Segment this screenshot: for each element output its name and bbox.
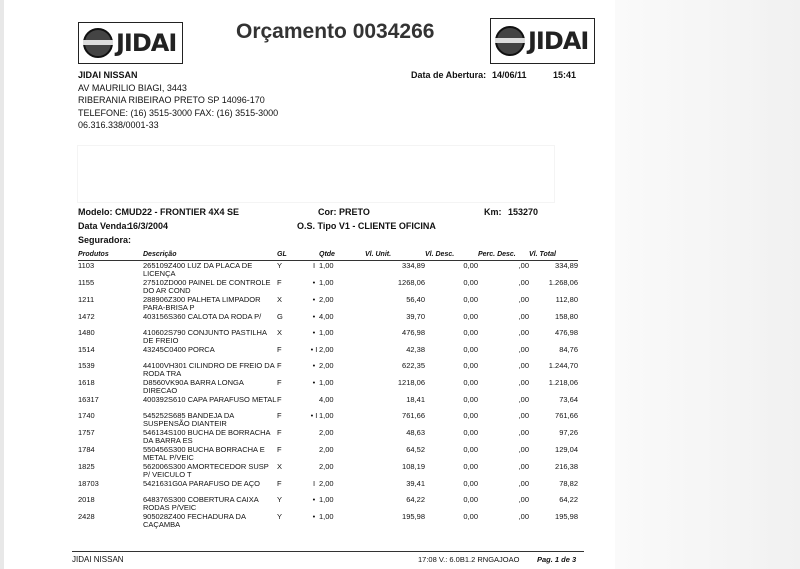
row-gl: Y bbox=[277, 261, 283, 270]
row-perc: ,00 bbox=[518, 295, 529, 304]
row-mark: • bbox=[312, 312, 316, 321]
row-code: 16317 bbox=[78, 395, 99, 404]
row-description: 44100VH301 CILINDRO DE FREIO DA RODA TRA bbox=[143, 361, 275, 378]
sale-date-label: Data Venda: bbox=[78, 221, 130, 231]
row-perc: ,00 bbox=[518, 361, 529, 370]
row-gl: F bbox=[277, 345, 282, 354]
row-unit: 48,63 bbox=[406, 428, 425, 437]
row-code: 2428 bbox=[78, 512, 95, 521]
company-phones: TELEFONE: (16) 3515-3000 FAX: (16) 3515-3000 bbox=[78, 108, 279, 118]
km-label: Km: bbox=[484, 207, 502, 217]
row-perc: ,00 bbox=[518, 479, 529, 488]
right-logo bbox=[490, 18, 595, 64]
row-mark: • bbox=[312, 278, 316, 287]
scan-shadow bbox=[615, 0, 800, 569]
km-value: 153270 bbox=[508, 207, 539, 217]
row-mark: I bbox=[312, 261, 316, 270]
row-mark: • bbox=[312, 328, 316, 337]
color-label: Cor: bbox=[318, 207, 337, 217]
model-label: Modelo: bbox=[78, 207, 113, 217]
row-qty: 2,00 bbox=[319, 479, 334, 488]
table-row bbox=[78, 295, 578, 312]
table-row bbox=[78, 361, 578, 378]
row-description: 905028Z400 FECHADURA DA CAÇAMBA bbox=[143, 512, 246, 529]
document-title: Orçamento 0034266 bbox=[236, 20, 435, 43]
row-total: 73,64 bbox=[559, 395, 578, 404]
row-total: 84,76 bbox=[559, 345, 578, 354]
table-row bbox=[78, 495, 578, 512]
row-description: 550456S300 BUCHA BORRACHA E METAL P/VEIC bbox=[143, 445, 265, 462]
table-row bbox=[78, 312, 578, 328]
row-total: 78,82 bbox=[559, 479, 578, 488]
redacted-customer-area bbox=[78, 146, 554, 202]
table-row bbox=[78, 428, 578, 445]
col-gl: GL bbox=[277, 249, 309, 261]
row-gl: F bbox=[277, 479, 282, 488]
row-mark bbox=[309, 395, 319, 411]
row-total: 1.218,06 bbox=[548, 378, 578, 387]
row-qty: 1,00 bbox=[319, 512, 334, 521]
row-total: 64,22 bbox=[559, 495, 578, 504]
row-unit: 334,89 bbox=[402, 261, 425, 270]
row-code: 1211 bbox=[78, 295, 95, 304]
row-qty: 1,00 bbox=[319, 278, 334, 287]
footer-company: JIDAI NISSAN bbox=[72, 555, 124, 564]
row-discount: 0,00 bbox=[463, 361, 478, 370]
opening-label: Data de Abertura: bbox=[411, 70, 487, 80]
footer-version: 17:08 V.: 6.0B1.2 RNGAJOAO bbox=[418, 555, 520, 564]
row-code: 2018 bbox=[78, 495, 95, 504]
row-unit: 108,19 bbox=[402, 462, 425, 471]
row-code: 1480 bbox=[78, 328, 95, 337]
row-gl: F bbox=[277, 361, 282, 370]
row-code: 1740 bbox=[78, 411, 95, 420]
logo-text: JIDAI bbox=[116, 29, 177, 57]
row-total: 158,80 bbox=[555, 312, 578, 321]
row-mark: • bbox=[312, 495, 316, 504]
row-discount: 0,00 bbox=[463, 261, 478, 270]
row-qty: 2,00 bbox=[319, 462, 334, 471]
model-value: CMUD22 - FRONTIER 4X4 SE bbox=[115, 207, 240, 217]
row-description: 43245C0400 PORCA bbox=[143, 345, 215, 354]
row-unit: 622,35 bbox=[402, 361, 425, 370]
row-qty: 1,00 bbox=[319, 261, 334, 270]
col-description: Descrição bbox=[143, 249, 277, 261]
row-unit: 18,41 bbox=[406, 395, 425, 404]
row-discount: 0,00 bbox=[463, 395, 478, 404]
row-qty: 1,00 bbox=[319, 495, 334, 504]
row-description: 410602S790 CONJUNTO PASTILHA DE FREIO bbox=[143, 328, 267, 345]
row-description: 288906Z300 PALHETA LIMPADOR PARA-BRISA P bbox=[143, 295, 261, 312]
row-discount: 0,00 bbox=[463, 495, 478, 504]
row-mark: • I bbox=[310, 411, 318, 420]
row-code: 1514 bbox=[78, 345, 95, 354]
row-discount: 0,00 bbox=[463, 428, 478, 437]
company-name: JIDAI NISSAN bbox=[78, 70, 138, 80]
table-row bbox=[78, 445, 578, 462]
row-perc: ,00 bbox=[518, 312, 529, 321]
nissan-emblem-icon bbox=[83, 28, 113, 58]
row-total: 195,98 bbox=[555, 512, 578, 521]
row-qty: 4,00 bbox=[319, 395, 334, 404]
table-row bbox=[78, 462, 578, 479]
row-mark: • bbox=[312, 295, 316, 304]
row-discount: 0,00 bbox=[463, 512, 478, 521]
row-mark: • I bbox=[310, 345, 318, 354]
row-qty: 4,00 bbox=[319, 312, 334, 321]
row-total: 1.268,06 bbox=[548, 278, 578, 287]
row-mark: • bbox=[312, 361, 316, 370]
row-perc: ,00 bbox=[518, 445, 529, 454]
row-unit: 56,40 bbox=[406, 295, 425, 304]
row-discount: 0,00 bbox=[463, 462, 478, 471]
row-total: 112,80 bbox=[555, 295, 578, 304]
col-qty: Qtde bbox=[319, 249, 365, 261]
row-qty: 2,00 bbox=[319, 295, 334, 304]
opening-date: 14/06/11 bbox=[492, 70, 527, 80]
row-description: D8560VK90A BARRA LONGA DIRECAO bbox=[143, 378, 244, 395]
table-row bbox=[78, 512, 578, 529]
row-description: 265109Z400 LUZ DA PLACA DE LICENÇA bbox=[143, 261, 253, 278]
row-description: 545252S685 BANDEJA DA SUSPENSÃO DIANTEIR bbox=[143, 411, 234, 428]
row-code: 1784 bbox=[78, 445, 95, 454]
table-row bbox=[78, 278, 578, 295]
row-gl: Y bbox=[277, 512, 283, 521]
row-gl: F bbox=[277, 395, 282, 404]
row-code: 18703 bbox=[78, 479, 99, 488]
left-logo bbox=[78, 22, 183, 64]
row-code: 1103 bbox=[78, 261, 95, 270]
row-mark bbox=[309, 428, 319, 445]
company-cnpj: 06.316.338/0001-33 bbox=[78, 120, 159, 130]
insurer-label: Seguradora: bbox=[78, 235, 132, 245]
table-row bbox=[78, 411, 578, 428]
row-gl: F bbox=[277, 278, 282, 287]
nissan-emblem-icon bbox=[495, 26, 525, 56]
table-row bbox=[78, 328, 578, 345]
row-unit: 476,98 bbox=[402, 328, 425, 337]
row-total: 1.244,70 bbox=[548, 361, 578, 370]
row-discount: 0,00 bbox=[463, 345, 478, 354]
row-perc: ,00 bbox=[518, 328, 529, 337]
col-unit: Vl. Unit. bbox=[365, 249, 425, 261]
row-code: 1825 bbox=[78, 462, 95, 471]
row-discount: 0,00 bbox=[463, 328, 478, 337]
row-gl: F bbox=[277, 428, 282, 437]
row-gl: Y bbox=[277, 495, 283, 504]
row-unit: 761,66 bbox=[402, 411, 425, 420]
row-gl: G bbox=[277, 312, 283, 321]
row-code: 1155 bbox=[78, 278, 95, 287]
row-unit: 39,70 bbox=[406, 312, 425, 321]
row-discount: 0,00 bbox=[463, 445, 478, 454]
scan-edge bbox=[0, 0, 4, 569]
table-header-row bbox=[78, 249, 578, 261]
row-perc: ,00 bbox=[518, 261, 529, 270]
color-value: PRETO bbox=[339, 207, 370, 217]
table-row bbox=[78, 395, 578, 411]
company-city: RIBERANIA RIBEIRAO PRETO SP 14096-170 bbox=[78, 95, 265, 105]
row-discount: 0,00 bbox=[463, 378, 478, 387]
row-gl: F bbox=[277, 378, 282, 387]
items-table bbox=[78, 249, 578, 529]
row-unit: 1268,06 bbox=[397, 278, 425, 287]
row-code: 1618 bbox=[78, 378, 95, 387]
row-perc: ,00 bbox=[518, 462, 529, 471]
opening-time: 15:41 bbox=[553, 70, 577, 80]
row-mark: • bbox=[312, 512, 316, 521]
row-perc: ,00 bbox=[518, 411, 529, 420]
footer-rule bbox=[72, 551, 584, 552]
row-description: 648376S300 COBERTURA CAIXA RODAS P/VEIC bbox=[143, 495, 259, 512]
row-description: 546134S100 BUCHA DE BORRACHA DA BARRA ES bbox=[143, 428, 271, 445]
row-description: 400392S610 CAPA PARAFUSO METAL bbox=[143, 395, 277, 404]
row-description: 562006S300 AMORTECEDOR SUSP P/ VEICULO T bbox=[143, 462, 269, 479]
row-qty: 2,00 bbox=[319, 345, 334, 354]
row-gl: X bbox=[277, 462, 283, 471]
row-gl: F bbox=[277, 411, 282, 420]
table-row bbox=[78, 479, 578, 495]
row-qty: 2,00 bbox=[319, 361, 334, 370]
row-description: 5421631G0A PARAFUSO DE AÇO bbox=[143, 479, 261, 488]
row-discount: 0,00 bbox=[463, 278, 478, 287]
col-products: Produtos bbox=[78, 249, 143, 261]
row-mark: • bbox=[312, 378, 316, 387]
col-perc: Perc. Desc. bbox=[478, 249, 529, 261]
row-total: 476,98 bbox=[555, 328, 578, 337]
page-number: Pag. 1 de 3 bbox=[537, 555, 577, 564]
row-perc: ,00 bbox=[518, 428, 529, 437]
row-discount: 0,00 bbox=[463, 411, 478, 420]
row-mark bbox=[309, 462, 319, 479]
col-total: Vl. Total bbox=[529, 249, 578, 261]
sale-date-value: 16/3/2004 bbox=[128, 221, 169, 231]
row-qty: 1,00 bbox=[319, 328, 334, 337]
row-mark bbox=[309, 445, 319, 462]
col-discount: Vl. Desc. bbox=[425, 249, 478, 261]
row-description: 27510ZD000 PAINEL DE CONTROLE DO AR COND bbox=[143, 278, 271, 295]
table-row bbox=[78, 345, 578, 361]
row-mark: I bbox=[312, 479, 316, 488]
row-qty: 1,00 bbox=[319, 378, 334, 387]
row-unit: 42,38 bbox=[406, 345, 425, 354]
row-description: 403156S360 CALOTA DA RODA P/ bbox=[143, 312, 262, 321]
row-total: 761,66 bbox=[555, 411, 578, 420]
row-perc: ,00 bbox=[518, 395, 529, 404]
row-total: 129,04 bbox=[555, 445, 578, 454]
row-unit: 195,98 bbox=[402, 512, 425, 521]
row-gl: F bbox=[277, 445, 282, 454]
table-row bbox=[78, 261, 578, 279]
row-unit: 1218,06 bbox=[397, 378, 425, 387]
row-gl: X bbox=[277, 328, 283, 337]
row-perc: ,00 bbox=[518, 512, 529, 521]
row-unit: 39,41 bbox=[406, 479, 425, 488]
company-address: AV MAURILIO BIAGI, 3443 bbox=[78, 83, 187, 93]
row-code: 1757 bbox=[78, 428, 95, 437]
row-qty: 2,00 bbox=[319, 445, 334, 454]
table-row bbox=[78, 378, 578, 395]
row-discount: 0,00 bbox=[463, 295, 478, 304]
row-perc: ,00 bbox=[518, 495, 529, 504]
row-perc: ,00 bbox=[518, 345, 529, 354]
row-code: 1539 bbox=[78, 361, 95, 370]
row-gl: X bbox=[277, 295, 283, 304]
os-type: O.S. Tipo V1 - CLIENTE OFICINA bbox=[297, 221, 436, 231]
row-qty: 1,00 bbox=[319, 411, 334, 420]
row-perc: ,00 bbox=[518, 278, 529, 287]
row-unit: 64,52 bbox=[406, 445, 425, 454]
row-total: 216,38 bbox=[555, 462, 578, 471]
logo-text: JIDAI bbox=[528, 27, 589, 55]
row-perc: ,00 bbox=[518, 378, 529, 387]
row-qty: 2,00 bbox=[319, 428, 334, 437]
row-code: 1472 bbox=[78, 312, 95, 321]
row-total: 334,89 bbox=[555, 261, 578, 270]
row-discount: 0,00 bbox=[463, 312, 478, 321]
row-discount: 0,00 bbox=[463, 479, 478, 488]
row-unit: 64,22 bbox=[406, 495, 425, 504]
row-total: 97,26 bbox=[559, 428, 578, 437]
